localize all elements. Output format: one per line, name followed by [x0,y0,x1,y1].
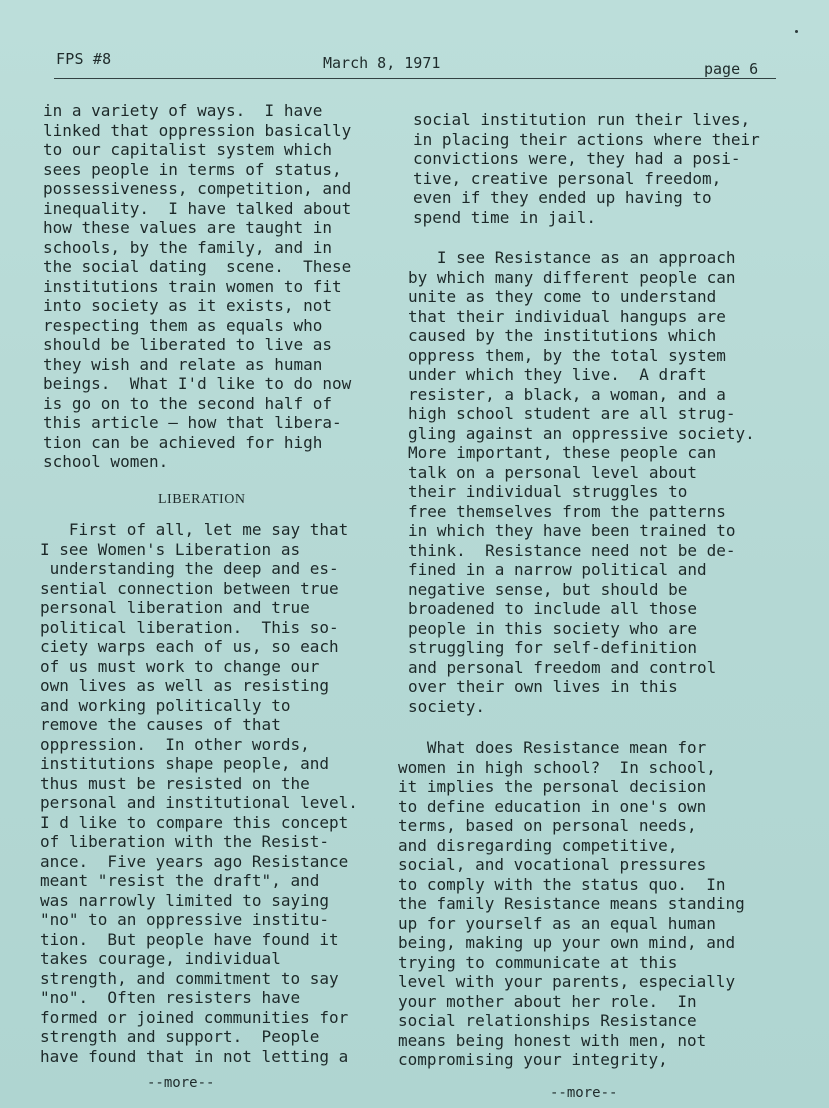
section-heading: LIBERATION [158,492,246,507]
header-divider [54,78,776,79]
right-column-paragraph-1: social institution run their lives, in placing their actions where their convictions were, they had a posi- tive, creative personal freedom, even if they ended up having to spend time in jail. [413,110,760,227]
right-column-paragraph-2: I see Resistance as an approach by which many different people can unite as they come to understand that their individual hangups are caused by the institutions which oppress them, by the total system under which they live. A draft resister, a black, a woman, and a high school student are all strug- gling against an oppressive society. More important, these people can talk on a personal level about their individual struggles to free themselves from the patterns in which they have been trained to think. Resistance need not be de- fined in a narrow political and negative sense, but should be broadened to include all those people in this society who are struggling for self-definition and personal freedom and control over their own lives in this society. [408,248,755,716]
left-column-paragraph-1: in a variety of ways. I have linked that oppression basically to our capitalist system which sees people in terms of status, possessiveness, competition, and inequality. I have talked about how these values are taught in schools, by the family, and in the social dating scene. These institutions train women to fit into society as it exists, not respecting them as equals who should be liberated to live as they wish and relate as human beings. What I'd like to do now is go on to the second half of this article — how that libera- tion can be achieved for high school women. [43,101,352,471]
right-column-paragraph-3: What does Resistance mean for women in high school? In school, it implies the personal decision to define education in one's own terms, based on personal needs, and disregarding competitive, social, and vocational pressures to comply with the status quo. In the family Resistance means standing up for yourself as an equal human being, making up your own mind, and trying to communicate at this level with your parents, especially your mother about her role. In social relationships Resistance means being honest with men, not compromising your integrity, [398,738,745,1069]
issue-date: March 8, 1971 [323,54,441,72]
continued-marker-left: --more-- [147,1075,215,1091]
publication-label: FPS #8 [56,50,112,68]
page-number: page 6 [704,60,759,78]
left-column-paragraph-2: First of all, let me say that I see Women's Liberation as understanding the deep and es- sential connection between true personal liberation and true political liberation. This so- ciety warps each of us, so each of us must work to change our own lives as well as resisting and working politically to remove the causes of that oppression. In other words, institutions shape people, and thus must be resisted on the personal and institutional level. I d like to compare this concept of liberation with the Resist- ance. Five years ago Resistance meant "resist the draft", and was narrowly limited to saying "no" to an oppressive institu- tion. But people have found it takes courage, individual strength, and commitment to say "no". Often resisters have formed or joined communities for strength and support. People have found that in not letting a [40,520,358,1066]
paper-speck [795,30,798,33]
continued-marker-right: --more-- [550,1085,618,1101]
